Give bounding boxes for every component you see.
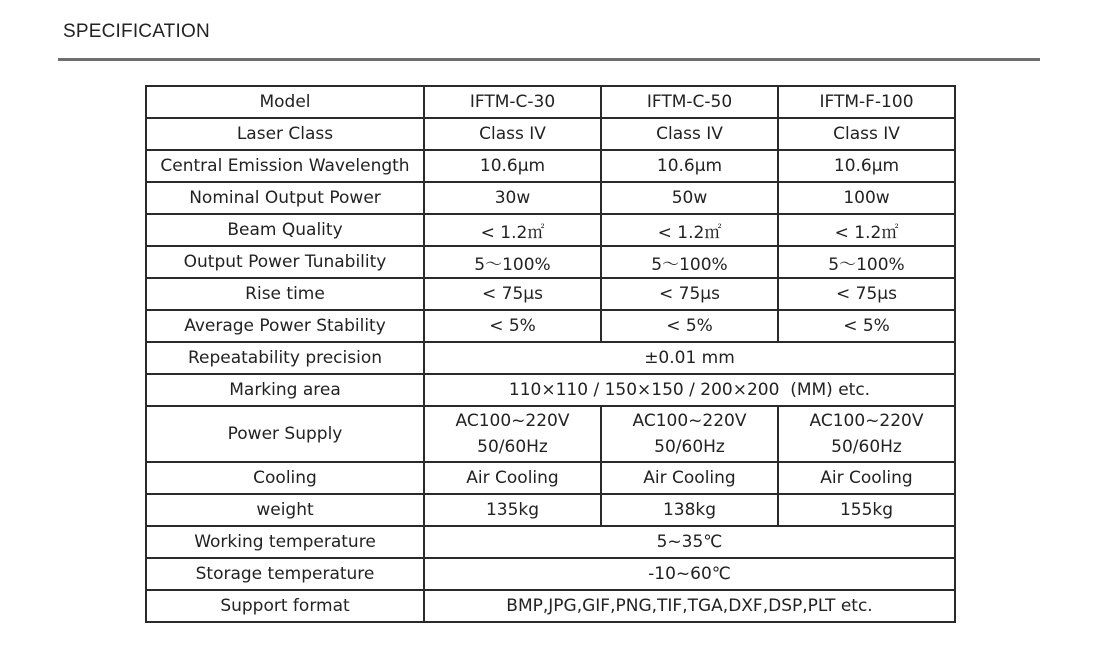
- table-row-repeatability: [146, 342, 955, 374]
- table-row-tunability: [146, 246, 955, 278]
- table-row-marking-area: [146, 374, 955, 406]
- row-label-cooling: Cooling: [146, 462, 424, 494]
- cell-tunability-1: 5～100%: [424, 246, 601, 278]
- cell-wavelength-1: 10.6μm: [424, 150, 601, 182]
- power-supply-voltage: AC100~220V: [455, 411, 570, 431]
- cell-repeatability: ±0.01 mm: [424, 342, 955, 374]
- cell-rise-time-1: < 75μs: [424, 278, 601, 310]
- cell-cooling-2: Air Cooling: [601, 462, 778, 494]
- table-row-rise-time: [146, 278, 955, 310]
- row-label-tunability: Output Power Tunability: [146, 246, 424, 278]
- cell-tunability-3: 5～100%: [778, 246, 955, 278]
- cell-power-supply-1: [424, 406, 601, 462]
- row-label-power-supply: Power Supply: [146, 406, 424, 462]
- table-row-stability: [146, 310, 955, 342]
- cell-support-format: BMP,JPG,GIF,PNG,TIF,TGA,DXF,DSP,PLT etc.: [424, 590, 955, 622]
- row-label-marking-area: Marking area: [146, 374, 424, 406]
- row-label-laser-class: Laser Class: [146, 118, 424, 150]
- cell-marking-area: 110×110 / 150×150 / 200×200 (MM) etc.: [424, 374, 955, 406]
- cell-stability-3: < 5%: [778, 310, 955, 342]
- table-row-storage-temperature: [146, 558, 955, 590]
- cell-wavelength-2: 10.6μm: [601, 150, 778, 182]
- cell-beam-quality-3: < 1.2㎡: [778, 214, 955, 246]
- power-supply-voltage: AC100~220V: [632, 411, 747, 431]
- cell-rise-time-2: < 75μs: [601, 278, 778, 310]
- row-label-model: Model: [146, 86, 424, 118]
- cell-power-supply-2: [601, 406, 778, 462]
- table-row-wavelength: [146, 150, 955, 182]
- cell-beam-quality-2: < 1.2㎡: [601, 214, 778, 246]
- cell-tunability-2: 5～100%: [601, 246, 778, 278]
- model-name-3: IFTM-F-100: [778, 86, 955, 118]
- table-row-model: [146, 86, 955, 118]
- cell-cooling-3: Air Cooling: [778, 462, 955, 494]
- power-supply-frequency: 50/60Hz: [654, 437, 725, 457]
- cell-power-supply-3: [778, 406, 955, 462]
- row-label-wavelength: Central Emission Wavelength: [146, 150, 424, 182]
- row-label-output-power: Nominal Output Power: [146, 182, 424, 214]
- cell-weight-2: 138kg: [601, 494, 778, 526]
- cell-laser-class-1: Class IV: [424, 118, 601, 150]
- cell-laser-class-3: Class IV: [778, 118, 955, 150]
- cell-output-power-2: 50w: [601, 182, 778, 214]
- cell-weight-1: 135kg: [424, 494, 601, 526]
- model-name-2: IFTM-C-50: [601, 86, 778, 118]
- power-supply-voltage: AC100~220V: [809, 411, 924, 431]
- cell-stability-1: < 5%: [424, 310, 601, 342]
- cell-cooling-1: Air Cooling: [424, 462, 601, 494]
- row-label-repeatability: Repeatability precision: [146, 342, 424, 374]
- section-title: SPECIFICATION: [63, 21, 210, 42]
- cell-laser-class-2: Class IV: [601, 118, 778, 150]
- cell-storage-temperature: -10~60℃: [424, 558, 955, 590]
- table-row-support-format: [146, 590, 955, 622]
- row-label-stability: Average Power Stability: [146, 310, 424, 342]
- row-label-storage-temperature: Storage temperature: [146, 558, 424, 590]
- row-label-rise-time: Rise time: [146, 278, 424, 310]
- power-supply-frequency: 50/60Hz: [477, 437, 548, 457]
- model-name-1: IFTM-C-30: [424, 86, 601, 118]
- table-row-weight: [146, 494, 955, 526]
- specification-table: [145, 85, 956, 623]
- table-row-laser-class: [146, 118, 955, 150]
- table-row-cooling: [146, 462, 955, 494]
- cell-wavelength-3: 10.6μm: [778, 150, 955, 182]
- cell-working-temperature: 5~35℃: [424, 526, 955, 558]
- row-label-beam-quality: Beam Quality: [146, 214, 424, 246]
- power-supply-frequency: 50/60Hz: [831, 437, 902, 457]
- cell-beam-quality-1: < 1.2㎡: [424, 214, 601, 246]
- cell-rise-time-3: < 75μs: [778, 278, 955, 310]
- title-divider: [58, 58, 1040, 61]
- table-row-output-power: [146, 182, 955, 214]
- cell-output-power-3: 100w: [778, 182, 955, 214]
- table-row-power-supply: [146, 406, 955, 462]
- row-label-working-temperature: Working temperature: [146, 526, 424, 558]
- row-label-weight: weight: [146, 494, 424, 526]
- table-row-beam-quality: [146, 214, 955, 246]
- cell-weight-3: 155kg: [778, 494, 955, 526]
- table-row-working-temperature: [146, 526, 955, 558]
- row-label-support-format: Support format: [146, 590, 424, 622]
- cell-output-power-1: 30w: [424, 182, 601, 214]
- cell-stability-2: < 5%: [601, 310, 778, 342]
